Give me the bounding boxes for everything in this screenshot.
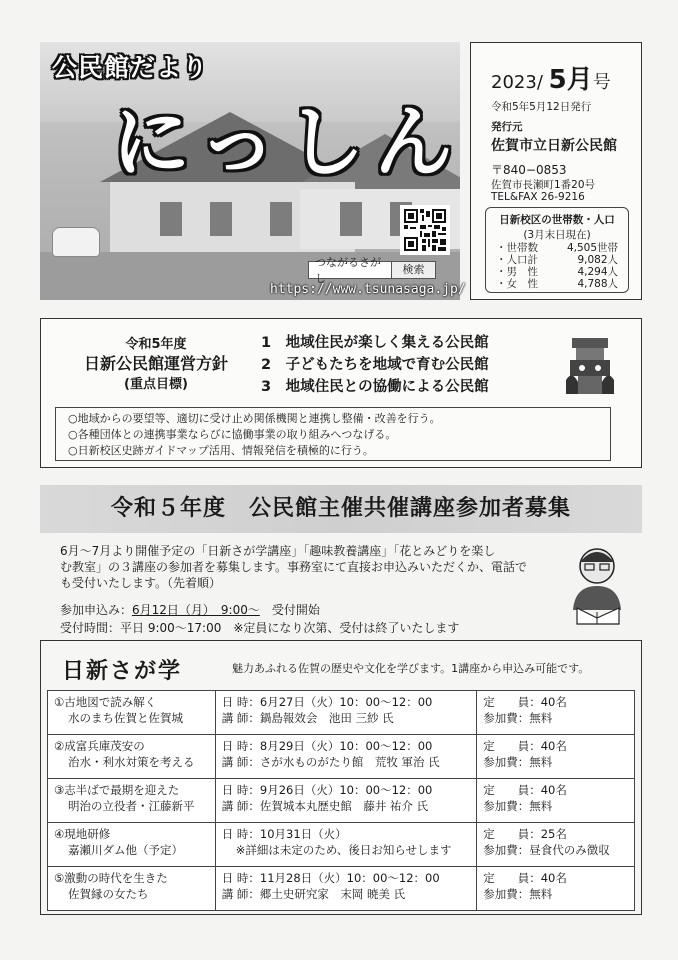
population-stats: [485, 207, 629, 293]
table-row: ④現地研修 嘉瀬川ダム他（予定） 日 時：10月31日（火） ※詳細は未定のため、後日お知らせします 定 員：25名 参加費：昼食代のみ徴収: [48, 823, 635, 867]
address: 佐賀市長瀬町1番20号: [491, 179, 596, 191]
policy-note: ○地域からの要望等、適切に受け止め関係機関と連携し整備・改善を行う。: [68, 412, 441, 425]
publisher-label: 発行元: [491, 121, 523, 133]
newsletter-subtitle: 公民館だより: [52, 53, 209, 82]
publish-date: 令和5年5月12日発行: [491, 101, 592, 113]
course-description: 魅力あふれる佐賀の歴史や文化を学びます。1講座から申込み可能です。: [232, 662, 590, 675]
policy-title: 日新公民館運営方針: [83, 354, 228, 373]
recruit-banner: 令和５年度 公民館主催共催講座参加者募集: [40, 485, 642, 533]
search-box[interactable]: [308, 256, 436, 285]
zip-code: 〒840−0853: [491, 163, 567, 177]
stats-row: ・人口計 9,082人: [496, 254, 618, 266]
policy-goal: 3 地域住民との協働による公民館: [261, 379, 489, 395]
stats-row: ・女 性 4,788人: [496, 278, 618, 290]
course-title: 日新さが学: [62, 659, 183, 684]
table-row: ②成富兵庫茂安の 治水・利水対策を考える 日 時：8月29日（火）10：00〜12：00 講 師：さが水ものがたり館 荒牧 軍治 氏 定 員：40名 参加費：無料: [48, 735, 635, 779]
castle-mascot-icon: [560, 330, 620, 400]
apply-date: 6月12日（月） 9:00〜: [132, 603, 260, 617]
stats-subheading: (3月末日現在): [523, 229, 591, 241]
search-button[interactable]: 検索: [391, 262, 435, 278]
phone-fax: TEL&FAX 26-9216: [491, 191, 585, 203]
policy-note: ○日新校区史跡ガイドマップ活用、情報発信を積極的に行う。: [68, 444, 374, 457]
issue-number: 2023/ 5月号: [491, 65, 611, 95]
policy-subtitle: (重点目標): [124, 377, 188, 392]
stats-heading: 日新校区の世帯数・人口: [499, 214, 615, 226]
newsletter-title: にっしん: [112, 98, 463, 188]
course-table: [47, 690, 635, 911]
stats-row: ・世帯数 4,505世帯: [496, 242, 618, 254]
policy-year: 令和5年度: [125, 337, 187, 352]
qr-code-icon[interactable]: [400, 205, 450, 255]
table-row: ③志半ばで最期を迎えた 明治の立役者・江藤新平 日 時：9月26日（火）10：00〜12：00 講 師：佐賀城本丸歴史館 藤井 祐介 氏 定 員：40名 参加費：無料: [48, 779, 635, 823]
table-row: ①古地図で読み解く 水のまち佐賀と佐賀城 日 時：6月27日（火）10：00〜12：00 講 師：鍋島報效会 池田 三紗 氏 定 員：40名 参加費：無料: [48, 691, 635, 735]
search-query: つながるさがし: [315, 256, 381, 285]
car-icon: [52, 227, 100, 257]
website-url[interactable]: https://www.tsunasaga.jp/: [270, 282, 466, 297]
reading-person-icon: [555, 540, 640, 630]
policy-notes: [55, 407, 611, 461]
apply-start: 参加申込み：6月12日（月） 9:00〜 受付開始: [60, 603, 320, 617]
policy-box: [40, 318, 642, 468]
recruit-intro: 6月〜7月より開催予定の「日新さが学講座」「趣味教養講座」「花とみどりを楽し む教室」の３講座の参加者を募集します。事務室にて直接お申込みいただくか、電話で も受付いたします。（先着順）: [60, 544, 528, 590]
issue-info-box: [470, 42, 642, 300]
table-row: ⑤激動の時代を生きた 佐賀縁の女たち 日 時：11月28日（火）10：00〜12：00 講 師：郷土史研究家 末岡 暁美 氏 定 員：40名 参加費：無料: [48, 867, 635, 911]
policy-goal: 1 地域住民が楽しく集える公民館: [261, 335, 489, 351]
publisher-name: 佐賀市立日新公民館: [491, 138, 617, 154]
stats-row: ・男 性 4,294人: [496, 266, 618, 278]
policy-note: ○各種団体との連携事業ならびに協働事業の取り組みへつなげる。: [68, 428, 397, 441]
policy-goal: 2 子どもたちを地域で育む公民館: [261, 357, 489, 373]
apply-hours: 受付時間：平日 9:00〜17:00 ※定員になり次第、受付は終了いたします: [60, 621, 460, 635]
